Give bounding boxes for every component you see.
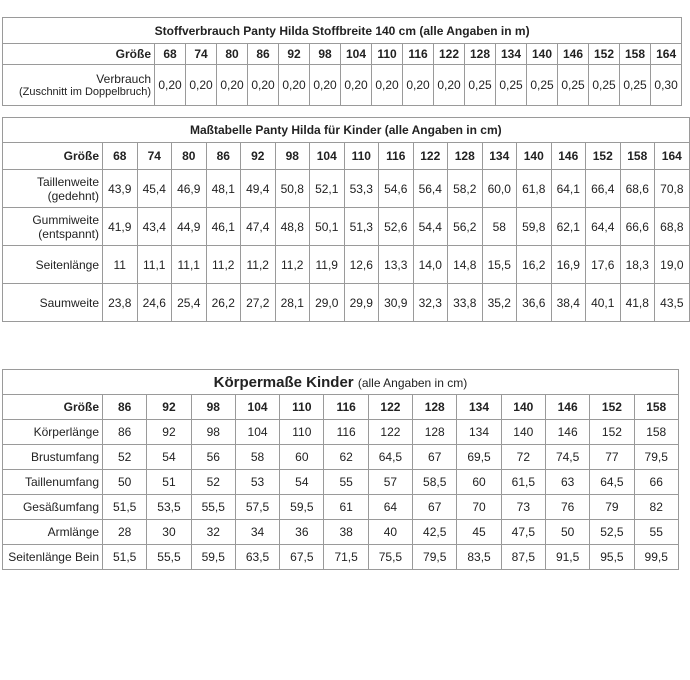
size-header-cell: 110	[280, 395, 324, 420]
size-header-cell: 146	[545, 395, 589, 420]
body-value-cell: 42,5	[413, 520, 457, 545]
body-value-cell: 74,5	[545, 445, 589, 470]
measure-value-cell: 11,9	[310, 246, 345, 284]
size-header-cell: 128	[413, 395, 457, 420]
size-header-cell: 122	[368, 395, 412, 420]
body-value-cell: 116	[324, 420, 368, 445]
measure-value-cell: 43,5	[655, 284, 690, 322]
size-header-cell: 146	[551, 143, 586, 170]
usage-value-cell: 0,20	[310, 65, 341, 106]
size-header-cell: 104	[310, 143, 345, 170]
measure-value-cell: 11,2	[275, 246, 310, 284]
fabric-usage-table	[2, 17, 682, 106]
body-table-title-row	[3, 370, 679, 395]
size-header-cell: 128	[465, 44, 496, 65]
body-row-label: Körperlänge	[3, 420, 103, 445]
measure-value-cell: 28,1	[275, 284, 310, 322]
body-value-cell: 50	[545, 520, 589, 545]
measure-value-cell: 66,4	[586, 170, 621, 208]
measure-value-cell: 29,9	[344, 284, 379, 322]
measure-value-cell: 48,1	[206, 170, 241, 208]
usage-value-cell: 0,25	[527, 65, 558, 106]
body-value-cell: 52,5	[590, 520, 634, 545]
size-header-cell: 134	[457, 395, 501, 420]
body-measurement-table	[2, 369, 679, 570]
measure-value-cell: 54,6	[379, 170, 414, 208]
body-value-cell: 87,5	[501, 545, 545, 570]
usage-value-cell: 0,20	[248, 65, 279, 106]
size-header-cell: 140	[527, 44, 558, 65]
usage-value-cell: 0,20	[186, 65, 217, 106]
measure-label-main: Seitenlänge	[35, 257, 99, 272]
size-header-cell: 104	[235, 395, 279, 420]
size-header-cell: 146	[558, 44, 589, 65]
fabric-table-title-text: Stoffverbrauch Panty Hilda Stoffbreite 140 cm (alle Angaben in m)	[154, 23, 530, 38]
size-header-cell: 116	[379, 143, 414, 170]
size-header-cell: 152	[586, 143, 621, 170]
usage-value-cell: 0,25	[589, 65, 620, 106]
measure-table-title-row	[3, 118, 690, 143]
measure-value-cell: 15,5	[482, 246, 517, 284]
size-header-cell: 140	[517, 143, 552, 170]
body-value-cell: 52	[191, 470, 235, 495]
measure-value-cell: 68,6	[620, 170, 655, 208]
body-value-cell: 58	[235, 445, 279, 470]
body-value-cell: 55,5	[147, 545, 191, 570]
body-value-cell: 77	[590, 445, 634, 470]
usage-value-cell: 0,20	[372, 65, 403, 106]
size-header-row	[3, 44, 682, 65]
body-value-cell: 59,5	[191, 545, 235, 570]
measure-value-cell: 14,8	[448, 246, 483, 284]
size-header-cell: 110	[344, 143, 379, 170]
measure-value-cell: 44,9	[172, 208, 207, 246]
body-value-cell: 67	[413, 445, 457, 470]
body-row	[3, 420, 679, 445]
body-value-cell: 134	[457, 420, 501, 445]
measure-value-cell: 50,1	[310, 208, 345, 246]
measure-value-cell: 18,3	[620, 246, 655, 284]
body-value-cell: 76	[545, 495, 589, 520]
size-header-cell: 92	[279, 44, 310, 65]
size-header-row	[3, 395, 679, 420]
size-header-row	[3, 143, 690, 170]
usage-value-cell: 0,25	[558, 65, 589, 106]
measure-value-cell: 41,8	[620, 284, 655, 322]
body-value-cell: 56	[191, 445, 235, 470]
usage-label-note: (Zuschnitt im Doppelbruch)	[18, 86, 151, 98]
body-value-cell: 57	[368, 470, 412, 495]
measure-label-note: (gedehnt)	[47, 188, 99, 203]
measure-value-cell: 47,4	[241, 208, 276, 246]
measure-value-cell: 64,1	[551, 170, 586, 208]
size-header-cell: 86	[206, 143, 241, 170]
measure-label-main: Taillenweite	[36, 174, 99, 189]
measure-value-cell: 19,0	[655, 246, 690, 284]
measure-label-note: (entspannt)	[38, 226, 99, 241]
measure-value-cell: 70,8	[655, 170, 690, 208]
body-row	[3, 445, 679, 470]
size-header-cell: 110	[372, 44, 403, 65]
size-header-cell: 128	[448, 143, 483, 170]
measure-value-cell: 11,2	[241, 246, 276, 284]
measure-value-cell: 11,1	[172, 246, 207, 284]
measure-value-cell: 64,4	[586, 208, 621, 246]
measure-value-cell: 43,9	[103, 170, 138, 208]
body-value-cell: 98	[191, 420, 235, 445]
body-value-cell: 91,5	[545, 545, 589, 570]
body-table-title-text: Körpermaße Kinder	[213, 373, 354, 391]
measure-value-cell: 32,3	[413, 284, 448, 322]
measure-row-label	[3, 284, 103, 322]
body-value-cell: 55	[634, 520, 678, 545]
measure-value-cell: 54,4	[413, 208, 448, 246]
measure-value-cell: 35,2	[482, 284, 517, 322]
body-value-cell: 152	[590, 420, 634, 445]
body-row	[3, 470, 679, 495]
size-header-cell: 80	[217, 44, 248, 65]
measure-value-cell: 30,9	[379, 284, 414, 322]
measure-value-cell: 33,8	[448, 284, 483, 322]
measure-value-cell: 25,4	[172, 284, 207, 322]
measure-label-main: Gummiweite	[32, 212, 99, 227]
body-value-cell: 51,5	[103, 545, 147, 570]
size-header-cell: 122	[434, 44, 465, 65]
body-value-cell: 62	[324, 445, 368, 470]
body-row-label: Gesäßumfang	[3, 495, 103, 520]
body-value-cell: 70	[457, 495, 501, 520]
size-header-cell: 86	[248, 44, 279, 65]
usage-value-cell: 0,25	[496, 65, 527, 106]
measure-value-cell: 12,6	[344, 246, 379, 284]
size-header-cell: 134	[496, 44, 527, 65]
size-header-cell: 92	[241, 143, 276, 170]
usage-value-cell: 0,20	[217, 65, 248, 106]
body-row	[3, 545, 679, 570]
body-value-cell: 55	[324, 470, 368, 495]
body-value-cell: 66	[634, 470, 678, 495]
body-value-cell: 64	[368, 495, 412, 520]
body-value-cell: 122	[368, 420, 412, 445]
body-value-cell: 110	[280, 420, 324, 445]
body-value-cell: 51,5	[103, 495, 147, 520]
size-header-cell: 74	[137, 143, 172, 170]
measure-value-cell: 52,1	[310, 170, 345, 208]
body-value-cell: 38	[324, 520, 368, 545]
measure-value-cell: 62,1	[551, 208, 586, 246]
size-header-cell: 80	[172, 143, 207, 170]
body-value-cell: 158	[634, 420, 678, 445]
body-value-cell: 60	[280, 445, 324, 470]
measure-value-cell: 52,6	[379, 208, 414, 246]
body-value-cell: 50	[103, 470, 147, 495]
measure-value-cell: 46,1	[206, 208, 241, 246]
body-value-cell: 63,5	[235, 545, 279, 570]
body-row-label: Armlänge	[3, 520, 103, 545]
measure-value-cell: 56,4	[413, 170, 448, 208]
body-value-cell: 61	[324, 495, 368, 520]
body-value-cell: 40	[368, 520, 412, 545]
size-header-cell: 122	[413, 143, 448, 170]
measure-value-cell: 13,3	[379, 246, 414, 284]
body-value-cell: 79,5	[634, 445, 678, 470]
body-row	[3, 495, 679, 520]
body-value-cell: 30	[147, 520, 191, 545]
usage-row	[3, 65, 682, 106]
size-label: Größe	[3, 395, 103, 420]
body-value-cell: 71,5	[324, 545, 368, 570]
measure-value-cell: 36,6	[517, 284, 552, 322]
measure-value-cell: 11,1	[137, 246, 172, 284]
body-value-cell: 86	[103, 420, 147, 445]
body-value-cell: 57,5	[235, 495, 279, 520]
measure-value-cell: 11	[103, 246, 138, 284]
size-header-cell: 158	[620, 143, 655, 170]
measure-value-cell: 48,8	[275, 208, 310, 246]
measure-value-cell: 49,4	[241, 170, 276, 208]
body-value-cell: 75,5	[368, 545, 412, 570]
size-header-cell: 104	[341, 44, 372, 65]
body-value-cell: 60	[457, 470, 501, 495]
measure-value-cell: 58	[482, 208, 517, 246]
measure-row	[3, 246, 690, 284]
body-table-title	[3, 370, 679, 395]
body-value-cell: 58,5	[413, 470, 457, 495]
fabric-table-title	[3, 18, 682, 44]
measure-row-label	[3, 246, 103, 284]
measure-value-cell: 17,6	[586, 246, 621, 284]
size-header-cell: 158	[620, 44, 651, 65]
fabric-table-title-row	[3, 18, 682, 44]
measure-value-cell: 51,3	[344, 208, 379, 246]
body-value-cell: 67	[413, 495, 457, 520]
body-value-cell: 64,5	[590, 470, 634, 495]
body-value-cell: 34	[235, 520, 279, 545]
body-value-cell: 73	[501, 495, 545, 520]
measure-value-cell: 26,2	[206, 284, 241, 322]
body-value-cell: 61,5	[501, 470, 545, 495]
measure-row-label	[3, 208, 103, 246]
measure-value-cell: 66,6	[620, 208, 655, 246]
body-value-cell: 28	[103, 520, 147, 545]
body-row-label: Brustumfang	[3, 445, 103, 470]
body-value-cell: 53	[235, 470, 279, 495]
size-header-cell: 98	[310, 44, 341, 65]
size-header-cell: 86	[103, 395, 147, 420]
body-value-cell: 146	[545, 420, 589, 445]
body-value-cell: 72	[501, 445, 545, 470]
body-value-cell: 36	[280, 520, 324, 545]
measure-value-cell: 56,2	[448, 208, 483, 246]
measure-value-cell: 45,4	[137, 170, 172, 208]
measure-value-cell: 68,8	[655, 208, 690, 246]
size-header-cell: 68	[155, 44, 186, 65]
measure-value-cell: 27,2	[241, 284, 276, 322]
measure-value-cell: 61,8	[517, 170, 552, 208]
measure-value-cell: 43,4	[137, 208, 172, 246]
usage-value-cell: 0,20	[434, 65, 465, 106]
size-measurement-table	[2, 117, 690, 322]
body-row	[3, 520, 679, 545]
measure-value-cell: 29,0	[310, 284, 345, 322]
measure-value-cell: 38,4	[551, 284, 586, 322]
size-header-cell: 164	[651, 44, 682, 65]
size-label: Größe	[3, 44, 155, 65]
size-header-cell: 68	[103, 143, 138, 170]
size-header-cell: 152	[589, 44, 620, 65]
usage-value-cell: 0,20	[403, 65, 434, 106]
usage-value-cell: 0,20	[279, 65, 310, 106]
measure-value-cell: 41,9	[103, 208, 138, 246]
body-value-cell: 83,5	[457, 545, 501, 570]
size-header-cell: 116	[324, 395, 368, 420]
usage-label-main: Verbrauch	[96, 72, 151, 86]
size-header-cell: 134	[482, 143, 517, 170]
body-value-cell: 55,5	[191, 495, 235, 520]
measure-value-cell: 50,8	[275, 170, 310, 208]
usage-value-cell: 0,20	[341, 65, 372, 106]
measure-row	[3, 284, 690, 322]
measure-row	[3, 208, 690, 246]
measure-value-cell: 58,2	[448, 170, 483, 208]
body-value-cell: 79	[590, 495, 634, 520]
body-value-cell: 82	[634, 495, 678, 520]
size-header-cell: 164	[655, 143, 690, 170]
size-header-cell: 98	[191, 395, 235, 420]
body-value-cell: 63	[545, 470, 589, 495]
body-value-cell: 67,5	[280, 545, 324, 570]
body-value-cell: 47,5	[501, 520, 545, 545]
body-value-cell: 69,5	[457, 445, 501, 470]
measure-table-title	[3, 118, 690, 143]
measure-label-main: Saumweite	[39, 295, 99, 310]
usage-value-cell: 0,20	[155, 65, 186, 106]
measure-value-cell: 23,8	[103, 284, 138, 322]
measure-value-cell: 11,2	[206, 246, 241, 284]
body-value-cell: 54	[147, 445, 191, 470]
size-header-cell: 158	[634, 395, 678, 420]
body-row-label: Taillenumfang	[3, 470, 103, 495]
measure-row	[3, 170, 690, 208]
body-value-cell: 54	[280, 470, 324, 495]
body-value-cell: 59,5	[280, 495, 324, 520]
measure-value-cell: 53,3	[344, 170, 379, 208]
body-value-cell: 52	[103, 445, 147, 470]
measure-value-cell: 24,6	[137, 284, 172, 322]
measure-value-cell: 16,9	[551, 246, 586, 284]
body-value-cell: 32	[191, 520, 235, 545]
body-value-cell: 128	[413, 420, 457, 445]
measure-table-title-text: Maßtabelle Panty Hilda für Kinder (alle Angaben in cm)	[190, 123, 502, 137]
measure-value-cell: 16,2	[517, 246, 552, 284]
body-value-cell: 92	[147, 420, 191, 445]
measure-row-label	[3, 170, 103, 208]
measure-value-cell: 40,1	[586, 284, 621, 322]
measure-value-cell: 14,0	[413, 246, 448, 284]
body-value-cell: 64,5	[368, 445, 412, 470]
size-header-cell: 98	[275, 143, 310, 170]
body-value-cell: 140	[501, 420, 545, 445]
size-label: Größe	[3, 143, 103, 170]
usage-label	[3, 65, 155, 106]
size-header-cell: 140	[501, 395, 545, 420]
body-value-cell: 104	[235, 420, 279, 445]
size-header-cell: 152	[590, 395, 634, 420]
measure-value-cell: 60,0	[482, 170, 517, 208]
usage-value-cell: 0,25	[620, 65, 651, 106]
measure-value-cell: 46,9	[172, 170, 207, 208]
body-value-cell: 45	[457, 520, 501, 545]
usage-value-cell: 0,30	[651, 65, 682, 106]
size-header-cell: 92	[147, 395, 191, 420]
body-row-label: Seitenlänge Bein	[3, 545, 103, 570]
measure-value-cell: 59,8	[517, 208, 552, 246]
body-value-cell: 51	[147, 470, 191, 495]
body-table-title-subtitle: (alle Angaben in cm)	[357, 375, 468, 390]
size-header-cell: 116	[403, 44, 434, 65]
size-header-cell: 74	[186, 44, 217, 65]
body-value-cell: 95,5	[590, 545, 634, 570]
usage-value-cell: 0,25	[465, 65, 496, 106]
body-value-cell: 79,5	[413, 545, 457, 570]
body-value-cell: 53,5	[147, 495, 191, 520]
body-value-cell: 99,5	[634, 545, 678, 570]
